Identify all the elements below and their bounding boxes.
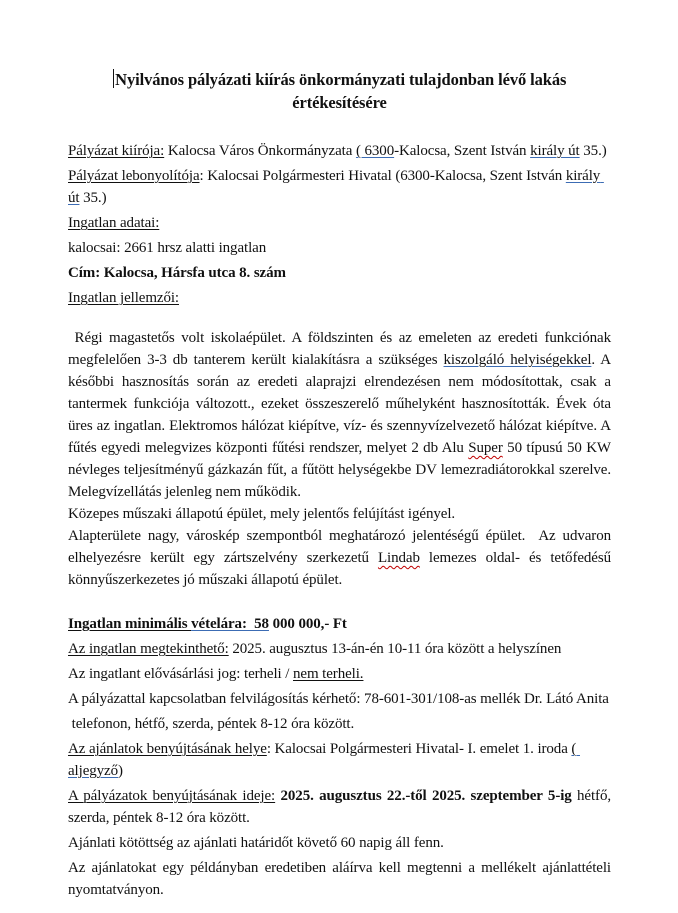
text-run: Super <box>468 440 503 456</box>
text-run: ( aljegyző <box>68 741 580 779</box>
text-run: Ajánlati kötöttség az ajánlati határidőt követő 60 napig áll fenn. <box>68 835 444 851</box>
paragraph-palyazat-lebonyolitoja <box>68 165 611 209</box>
text-run: Ingatlan jellemzői: <box>68 290 179 306</box>
document-title <box>68 68 611 114</box>
text-run: Az ajánlatok benyújtásának helye <box>68 741 267 757</box>
text-run: telefonon, hétfő, szerda, péntek 8-12 óra között. <box>68 716 355 732</box>
text-run: király út <box>68 168 604 206</box>
paragraph-felvilagositas <box>68 688 611 710</box>
paragraph-benyujtas-ideje <box>68 785 615 829</box>
paragraph-ingatlan-adatai <box>68 212 611 234</box>
paragraph-palyazat-kiiroja <box>68 140 611 162</box>
text-run: király út <box>530 143 580 159</box>
text-run: vételára: 58 <box>191 616 269 632</box>
text-run: Ingatlan adatai: <box>68 215 160 231</box>
text-run: : Kalocsai Polgármesteri Hivatal- I. emelet 1. iroda <box>266 741 572 757</box>
text-run: A pályázattal kapcsolatban felvilágosítás kérhető: 78-601-301/108-as mellék Dr. Látó Anita <box>68 691 609 707</box>
paragraph-allapot <box>68 503 611 525</box>
text-run: Lindab <box>377 550 420 566</box>
text-run: kalocsai: 2661 hrsz alatti ingatlan <box>68 240 267 256</box>
paragraph-ingatlan-jellemzoi <box>68 287 611 309</box>
text-run: Ingatlan minimális <box>68 616 192 632</box>
text-run: lemezes oldal- és tetőfedésű könnyűszerkezetes jó műszaki állapotú épület. <box>68 550 615 588</box>
text-run: Nyilvános pályázati kiírás önkormányzati tulajdonban lévő lakás értékesítésére <box>115 70 571 112</box>
text-run: Kalocsa Város Önkormányzata <box>164 143 356 159</box>
text-run: Az ingatlant elővásárlási jog: terheli / <box>68 666 293 682</box>
text-run: : Kalocsai Polgármesteri Hivatal (6300-Kalocsa, Szent István <box>199 168 566 184</box>
text-run: Közepes műszaki állapotú épület, mely jelentős felújítást igényel. <box>68 506 456 522</box>
text-run: 35.) <box>79 190 107 206</box>
text-run: A pályázatok benyújtásának ideje: <box>68 788 276 804</box>
text-run: Pályázat kiírója: <box>68 143 165 159</box>
text-run: ) <box>118 763 123 779</box>
paragraph-megtekintheto <box>68 638 611 660</box>
text-run: Pályázat lebonyolítója <box>68 168 200 184</box>
text-run: Az ajánlatokat egy példányban eredetiben aláírva kell megtenni a mellékelt ajánlattételi nyomtatványon. <box>68 860 615 898</box>
text-run: Az ingatlan megtekinthető: <box>68 641 229 657</box>
text-cursor <box>113 69 115 88</box>
text-run: nem terheli. <box>293 666 364 682</box>
paragraph-ajanlati-kotottseg <box>68 832 611 854</box>
paragraph-minimalis-vetelar <box>68 613 611 635</box>
paragraph-benyujtas-helye <box>68 738 611 782</box>
paragraph-hrsz <box>68 237 611 259</box>
paragraph-ajanlatok-megtetele <box>68 857 615 901</box>
text-run: . A későbbi hasznosítás során az eredeti alaprajzi elrendezésen nem módosítottak, csak a tantermek funkciója változott., ezeket összeszerelő műhelyként hasznosították. Évek óta üres az ingatlan. Elektromos hálózat kiépítve, víz- és szennyvízelvezető hálózat kiépítve. A fűtés egyedi melegvizes központi fűtési rendszer, melyet 2 db Alu <box>68 352 615 456</box>
text-run: 2025. augusztus 22.-től 2025. szeptember 5-ig <box>280 788 572 804</box>
text-run: Cím: Kalocsa, Hársfa utca 8. szám <box>68 265 286 281</box>
text-run: kiszolgáló helyiségekkel <box>443 352 592 368</box>
paragraph-elovasarlasi-jog <box>68 663 611 685</box>
text-run: Régi magastetős volt iskolaépület. A földszinten és az emeleten az eredeti funkciónak megfelelően 3-3 db tanterem került kialakításra a szükséges <box>68 330 615 368</box>
paragraph-telefonon <box>68 713 611 735</box>
text-run: ( 6300 <box>355 143 395 159</box>
text-run: 000 000,- Ft <box>268 616 347 632</box>
text-run: hétfő, szerda, péntek 8-12 óra között. <box>68 788 615 826</box>
paragraph-alapterulet <box>68 525 615 591</box>
text-run: Alapterülete nagy, városkép szempontból meghatározó jelentéségű épület. Az udvaron elhelyezésre került egy zártszelvény szerkezetű <box>68 528 615 566</box>
text-run: 2025. augusztus 13-án-én 10-11 óra között a helyszínen <box>228 641 562 657</box>
paragraph-leiras <box>68 327 615 503</box>
paragraph-cim <box>68 262 611 284</box>
text-run: 50 típusú 50 KW névleges teljesítményű gázkazán fűt, a fűtött helységekbe DV lemezradiátorokkal szerelve. Melegvízellátás jelenleg nem működik. <box>68 440 615 500</box>
text-run: -Kalocsa, Szent István <box>394 143 531 159</box>
text-run: 35.) <box>579 143 607 159</box>
